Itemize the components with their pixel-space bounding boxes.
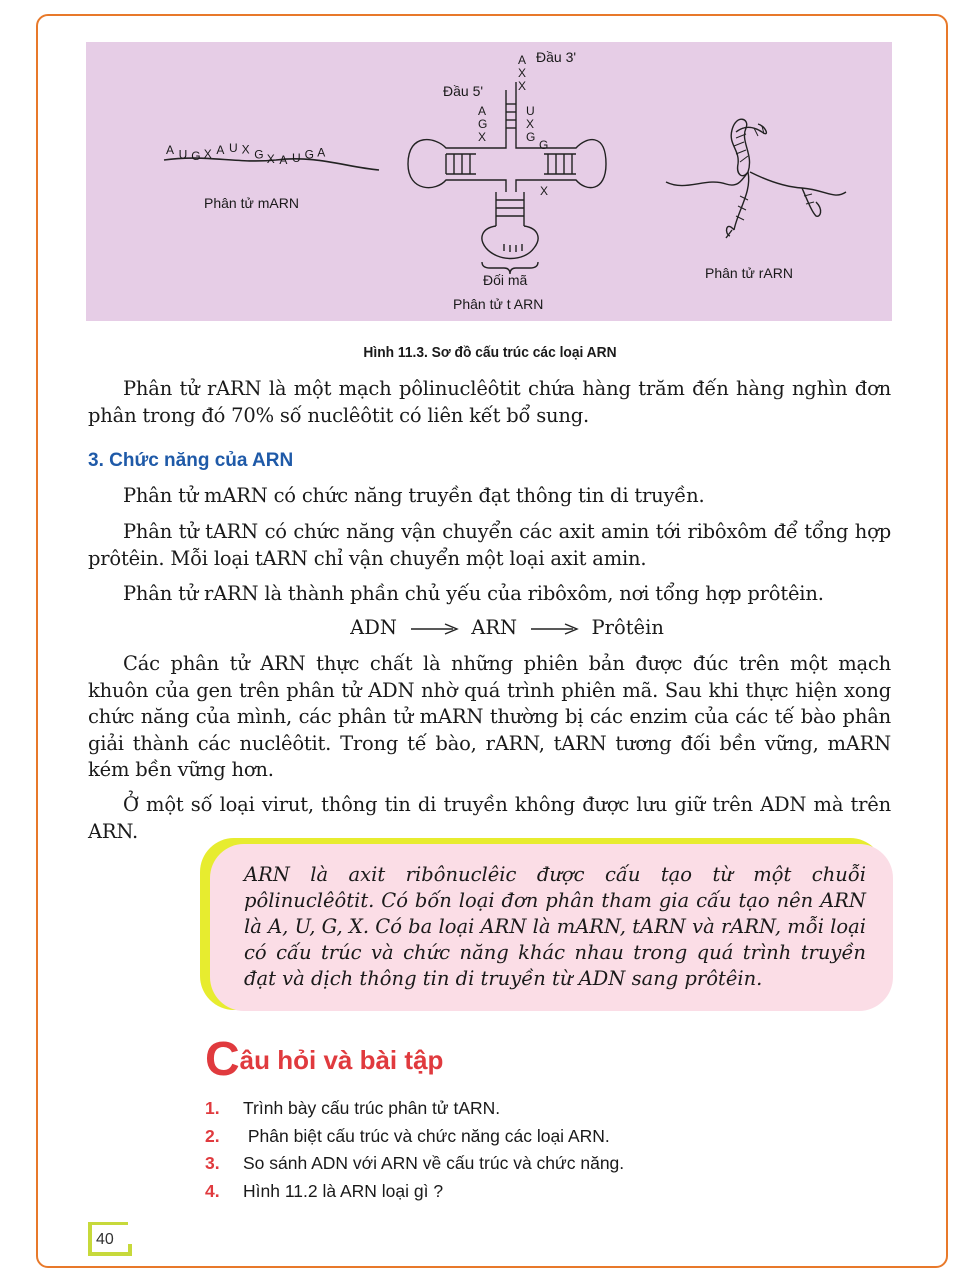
page-marker-bar bbox=[88, 1252, 132, 1256]
questions-title-initial: C bbox=[205, 1033, 240, 1086]
mrna-nucleotide: A bbox=[166, 143, 175, 157]
mrna-nucleotide: G bbox=[191, 149, 201, 164]
formula-arn: ARN bbox=[471, 616, 518, 639]
page-marker-bar bbox=[88, 1222, 128, 1225]
trna-top-nuc-1: A bbox=[518, 53, 527, 67]
anticodon-label: Đối mã bbox=[483, 272, 528, 288]
trna-right-extra-2: X bbox=[540, 184, 549, 198]
formula-adn: ADN bbox=[350, 616, 397, 639]
question-text: Phân biệt cấu trúc và chức năng các loại ARN. bbox=[243, 1125, 610, 1146]
page-number: 40 bbox=[96, 1231, 114, 1248]
mrna-nucleotide: G bbox=[254, 147, 264, 162]
page-number-marker bbox=[88, 1222, 132, 1256]
question-item bbox=[205, 1098, 624, 1126]
question-text: Hình 11.2 là ARN loại gì ? bbox=[243, 1180, 444, 1201]
arn-diagram bbox=[86, 42, 892, 321]
paragraph-rrna-function: Phân tử rARN là thành phần chủ yếu của ribôxôm, nơi tổng hợp prôtêin. bbox=[123, 582, 824, 605]
trna-right-nuc-2: X bbox=[526, 117, 535, 131]
adn-arn-protein-formula bbox=[0, 616, 980, 639]
paragraph-transcription: Các phân tử ARN thực chất là những phiên bản được đúc trên một mạch khuôn của gen trên phân tử ADN nhờ quá trình phiên mã. Sau khi thực hiện xong chức năng của mình, các phân tử mARN thường bị các enzim của các tế bào phân giải thành các nuclêôtit. Trong tế bào, rARN, tARN tương đối bền vững, mARN kém bền vững hơn. bbox=[88, 652, 891, 781]
mrna-nucleotide: A bbox=[317, 145, 326, 160]
rrna-molecule bbox=[666, 119, 846, 238]
page-marker-bar bbox=[88, 1222, 92, 1256]
arrow-right-icon bbox=[409, 623, 459, 635]
question-item bbox=[205, 1153, 624, 1181]
question-number: 4. bbox=[205, 1180, 220, 1201]
question-number: 3. bbox=[205, 1153, 220, 1173]
question-text: So sánh ADN với ARN về cấu trúc và chức năng. bbox=[243, 1153, 625, 1173]
section-heading: 3. Chức năng của ARN bbox=[88, 450, 294, 471]
questions-title-rest: âu hỏi và bài tập bbox=[239, 1045, 444, 1075]
questions-title bbox=[205, 1033, 444, 1086]
question-list bbox=[205, 1098, 624, 1208]
paragraph-virus: Ở một số loại virut, thông tin di truyền không được lưu giữ trên ADN mà trên ARN. bbox=[88, 793, 891, 843]
mrna-molecule bbox=[164, 141, 379, 211]
trna-label: Phân tử t ARN bbox=[453, 296, 544, 312]
trna-molecule bbox=[408, 82, 606, 274]
trna-end5-label: Đầu 5' bbox=[443, 83, 484, 99]
question-item bbox=[205, 1126, 624, 1154]
paragraph-trna-function: Phân tử tARN có chức năng vận chuyển các axit amin tới ribôxôm để tổng hợp prôtêin. Mỗi loại tARN chỉ vận chuyển một loại axit amin. bbox=[88, 520, 891, 570]
trna-end3-label: Đầu 3' bbox=[536, 49, 577, 65]
figure-caption: Hình 11.3. Sơ đồ cấu trúc các loại ARN bbox=[363, 344, 617, 361]
mrna-nucleotide: G bbox=[304, 147, 314, 162]
mrna-nucleotide: X bbox=[203, 146, 212, 161]
question-number: 2. bbox=[205, 1125, 220, 1146]
summary-text: ARN là axit ribônuclêic được cấu tạo từ một chuỗi pôlinuclêôtit. Có bốn loại đơn phân tham gia cấu tạo nên ARN là A, U, G, X. Có ba loại ARN là mARN, tARN và rARN, mỗi loại có cấu trúc và chức năng khác nhau trong quá trình truyền đạt và dịch thông tin di truyền từ ADN sang prôtêin. bbox=[244, 863, 866, 990]
trna-left-nuc-2: G bbox=[478, 117, 488, 131]
question-item bbox=[205, 1181, 624, 1209]
trna-top-nuc-3: X bbox=[518, 79, 527, 93]
mrna-nucleotide: U bbox=[292, 151, 301, 166]
question-number: 1. bbox=[205, 1098, 220, 1118]
trna-right-nuc-3: G bbox=[526, 130, 536, 144]
trna-left-nuc-3: X bbox=[478, 130, 487, 144]
mrna-nucleotide: X bbox=[266, 151, 275, 166]
mrna-nucleotide: A bbox=[216, 143, 225, 158]
arn-structure-figure bbox=[86, 42, 892, 321]
mrna-nucleotide: X bbox=[241, 142, 250, 157]
mrna-nucleotide: A bbox=[279, 153, 288, 168]
trna-right-extra-1: G bbox=[539, 138, 549, 152]
question-text: Trình bày cấu trúc phân tử tARN. bbox=[243, 1098, 501, 1118]
trna-top-nuc-2: X bbox=[518, 66, 527, 80]
mrna-nucleotide: U bbox=[178, 147, 188, 162]
trna-left-nuc-1: A bbox=[478, 104, 487, 118]
rrna-helix-rungs bbox=[734, 126, 814, 220]
arrow-right-icon bbox=[529, 623, 579, 635]
trna-right-nuc-1: U bbox=[526, 104, 535, 118]
rrna-label: Phân tử rARN bbox=[705, 265, 793, 281]
paragraph-rarn-intro: Phân tử rARN là một mạch pôlinuclêôtit chứa hàng trăm đến hàng nghìn đơn phân trong đó 70% số nuclêôtit có liên kết bổ sung. bbox=[88, 377, 891, 427]
mrna-nucleotide: U bbox=[229, 141, 238, 156]
page-marker-bar bbox=[128, 1244, 132, 1256]
mrna-label: Phân tử mARN bbox=[204, 195, 299, 211]
formula-protein: Prôtêin bbox=[591, 616, 664, 639]
paragraph-mrna-function: Phân tử mARN có chức năng truyền đạt thông tin di truyền. bbox=[123, 484, 705, 507]
